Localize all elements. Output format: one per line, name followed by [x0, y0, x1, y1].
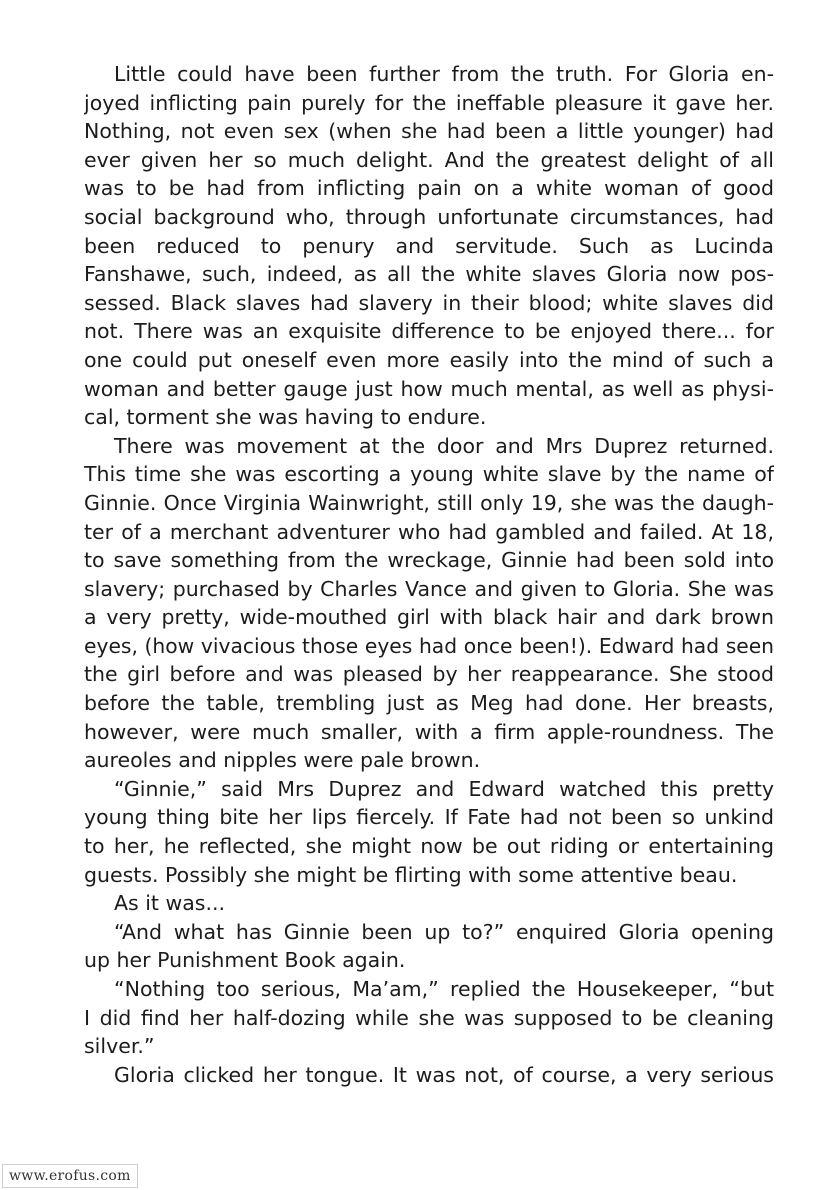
- text-line: the girl before and was pleased by her reappearance. She stood: [84, 662, 774, 687]
- text-line: social background who, through unfortunate circumstances, had: [84, 204, 774, 229]
- text-line: I did find her half-dozing while she was supposed to be cleaning: [84, 1005, 774, 1030]
- text-line: As it was...: [114, 891, 226, 916]
- text-line: to save something from the wreckage, Ginnie had been sold into: [84, 548, 774, 573]
- text-line: sessed. Black slaves had slavery in their blood; white slaves did: [84, 290, 774, 315]
- text-line: Ginnie. Once Virginia Wainwright, still only 19, she was the daugh-: [84, 490, 774, 515]
- text-line: one could put oneself even more easily into the mind of such a: [84, 347, 774, 372]
- text-line: to her, he reflected, she might now be out riding or entertaining: [84, 834, 774, 859]
- text-line: This time she was escorting a young white slave by the name of: [84, 462, 774, 487]
- text-line: been reduced to penury and servitude. Such as Lucinda: [84, 233, 774, 258]
- text-line: silver.”: [84, 1034, 155, 1059]
- text-line: cal, torment she was having to endure.: [84, 405, 487, 430]
- text-line: young thing bite her lips fiercely. If Fate had not been so unkind: [84, 805, 774, 830]
- book-page: [84, 60, 774, 1120]
- text-line: Fanshawe, such, indeed, as all the white slaves Gloria now pos-: [84, 262, 774, 287]
- text-line: ter of a merchant adventurer who had gambled and failed. At 18,: [84, 519, 774, 544]
- text-line: before the table, trembling just as Meg had done. Her breasts,: [84, 691, 774, 716]
- text-line: There was movement at the door and Mrs Duprez returned.: [114, 433, 774, 458]
- text-line: “And what has Ginnie been up to?” enquired Gloria opening: [114, 919, 774, 944]
- text-line: guests. Possibly she might be flirting with some attentive beau.: [84, 862, 738, 887]
- text-line: was to be had from inflicting pain on a white woman of good: [84, 176, 774, 201]
- text-line: not. There was an exquisite difference to be enjoyed there... for: [84, 319, 774, 344]
- text-line: Little could have been further from the truth. For Gloria en-: [114, 62, 774, 86]
- text-line: eyes, (how vivacious those eyes had once been!). Edward had seen: [84, 633, 774, 658]
- text-line: woman and better gauge just how much mental, as well as physi-: [84, 376, 774, 401]
- text-line: aureoles and nipples were pale brown.: [84, 748, 481, 773]
- page-text: [84, 60, 774, 1089]
- text-line: a very pretty, wide-mouthed girl with black hair and dark brown: [84, 605, 774, 630]
- text-line: “Nothing too serious, Ma’am,” replied the Housekeeper, “but: [114, 977, 774, 1001]
- text-line: Nothing, not even sex (when she had been a little younger) had: [84, 119, 774, 144]
- text-line: “Ginnie,” said Mrs Duprez and Edward watched this pretty: [114, 776, 774, 801]
- text-line: ever given her so much delight. And the greatest delight of all: [84, 147, 774, 172]
- text-line: up her Punishment Book again.: [84, 948, 406, 973]
- text-line: Gloria clicked her tongue. It was not, of course, a very serious: [114, 1062, 774, 1087]
- text-line: however, were much smaller, with a firm apple-roundness. The: [84, 719, 774, 744]
- text-line: joyed inflicting pain purely for the ineffable pleasure it gave her.: [84, 90, 774, 115]
- watermark: www.erofus.com: [2, 1164, 138, 1188]
- text-line: slavery; purchased by Charles Vance and given to Gloria. She was: [84, 576, 774, 601]
